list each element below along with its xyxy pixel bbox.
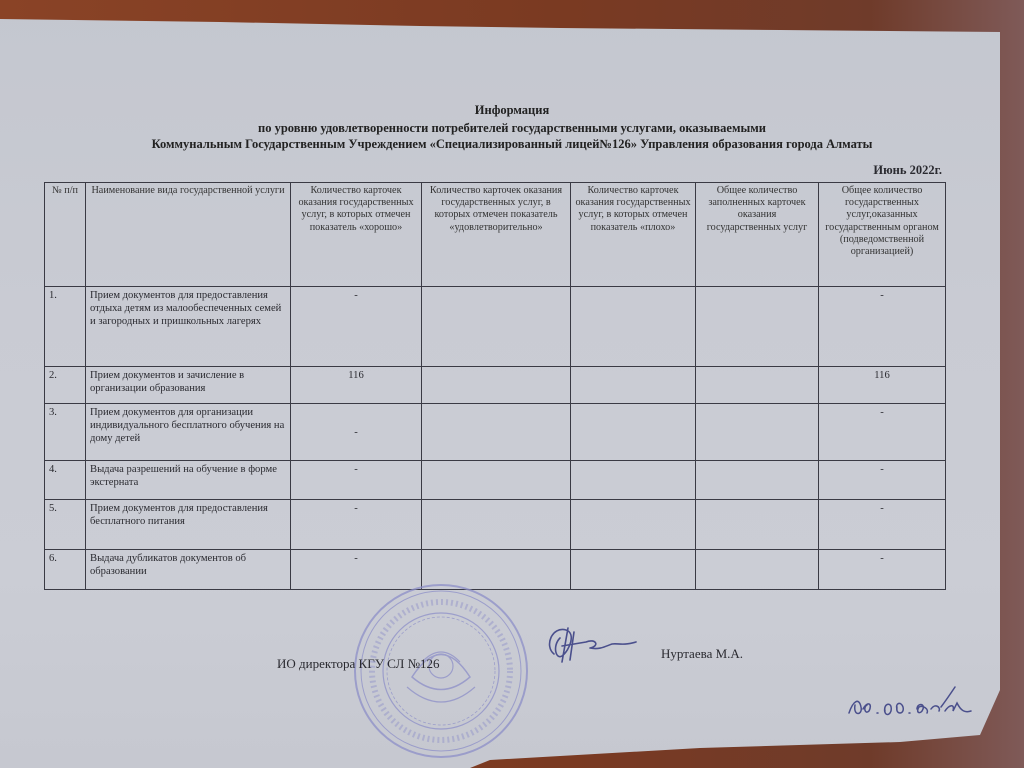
row-good: - [291, 550, 422, 590]
row-satisfactory [422, 461, 571, 500]
table-row [45, 461, 946, 500]
row-bad [571, 461, 696, 500]
row-bad [571, 550, 696, 590]
header-service-name: Наименование вида государственной услуги [86, 183, 291, 287]
row-good: - [291, 461, 422, 500]
row-service-name: Прием документов для предоставления бесплатного питания [86, 500, 291, 550]
row-good: - [291, 500, 422, 550]
row-bad [571, 500, 696, 550]
row-total-cards [696, 500, 819, 550]
row-total-services: - [819, 287, 946, 367]
row-service-name: Прием документов для организации индивидуального бесплатного обучения на дому детей [86, 404, 291, 461]
document-title: Информация [474, 103, 550, 117]
row-number: 5. [45, 500, 86, 550]
row-bad [571, 287, 696, 367]
row-number: 2. [45, 367, 86, 404]
row-total-services: - [819, 500, 946, 550]
document-subtitle-line1: по уровню удовлетворенности потребителей государственными услугами, оказываемыми [258, 121, 766, 135]
signer-role: ИО директора КГУ СЛ №126 [277, 656, 440, 671]
report-period: Июнь 2022г. [873, 163, 942, 177]
table-row [45, 500, 946, 550]
row-total-cards [696, 287, 819, 367]
row-number: 3. [45, 404, 86, 461]
table-row [45, 287, 946, 367]
header-good: Количество карточек оказания государственных услуг, в которых отмечен показатель «хорошо» [291, 183, 422, 287]
row-total-cards [696, 550, 819, 590]
row-number: 6. [45, 550, 86, 590]
table-row [45, 367, 946, 404]
row-total-cards [696, 461, 819, 500]
row-total-cards [696, 404, 819, 461]
signer-name: Нуртаева М.А. [661, 646, 744, 661]
document-subtitle-line2: Коммунальным Государственным Учреждением «Специализированный лицей№126» Управления образования города Алматы [151, 137, 873, 151]
handwritten-date-image [843, 683, 993, 723]
row-total-cards [696, 367, 819, 404]
row-bad [571, 367, 696, 404]
row-satisfactory [422, 367, 571, 404]
row-service-name: Прием документов и зачисление в организации образования [86, 367, 291, 404]
row-good: - [291, 404, 422, 461]
signature-image [540, 616, 640, 670]
row-total-services: 116 [819, 367, 946, 404]
row-bad [571, 404, 696, 461]
row-total-services: - [819, 404, 946, 461]
row-number: 4. [45, 461, 86, 500]
row-number: 1. [45, 287, 86, 367]
row-good: - [291, 287, 422, 367]
header-bad: Количество карточек оказания государственных услуг, в которых отмечен показатель «плохо» [571, 183, 696, 287]
row-service-name: Выдача разрешений на обучение в форме экстерната [86, 461, 291, 500]
row-good: 116 [291, 367, 422, 404]
row-satisfactory [422, 404, 571, 461]
row-satisfactory [422, 287, 571, 367]
row-service-name: Выдача дубликатов документов об образовании [86, 550, 291, 590]
header-satisfactory: Количество карточек оказания государственных услуг, в которых отмечен показатель «удовлетворительно» [422, 183, 571, 287]
row-total-services: - [819, 550, 946, 590]
satisfaction-table [44, 182, 946, 590]
header-total-cards: Общее количество заполненных карточек оказания государственных услуг [696, 183, 819, 287]
table-row [45, 404, 946, 461]
row-service-name: Прием документов для предоставления отдыха детям из малообеспеченных семей и загородных и пришкольных лагерях [86, 287, 291, 367]
row-satisfactory [422, 500, 571, 550]
row-total-services: - [819, 461, 946, 500]
header-total-services: Общее количество государственных услуг,оказанных государственным органом (подведомственной организацией) [819, 183, 946, 287]
table-header-row [45, 183, 946, 287]
header-number: № п/п [45, 183, 86, 287]
